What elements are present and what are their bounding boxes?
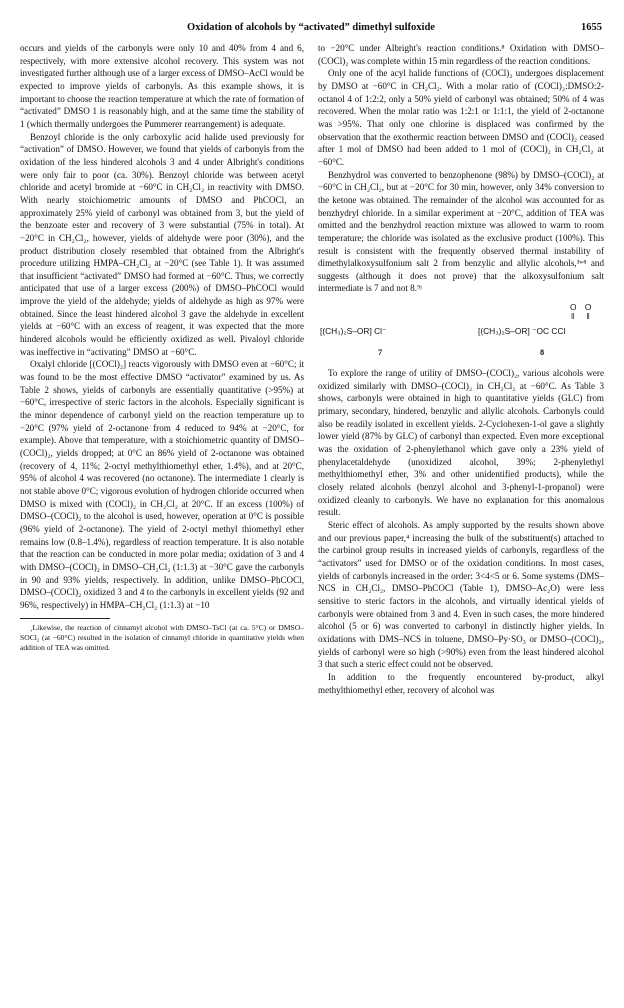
running-header: [20, 22, 602, 38]
paragraph: To explore the range of utility of DMSO–(COCl)₂, various alcohols were oxidized similarly with DMSO–(COCl)₂ in CH₂Cl₂ at −60°C. As Table 3 shows, carbonyls were obtained in high to quantitative yields (GLC) from primary, secondary, hindered, benzylic and allylic alcohols. Carbonyls could also be readily isolated in excellent yields. 2-Cyclohexen-1-ol gave a slightly lower yield (87% by GLC) of carbonyl than expected. Even more exceptional was the oxidation of 2-phenylethanol which gave only a 23% yield of phenylacetaldehyde (unoxidized alcohol, 39%; 2-phenylethyl methylthiomethyl ether, 3% and other unidentified products), while the closely related alcohols (benzyl alcohol and 3-phenyl-1-propanol) were oxidized cleanly to carbonyls. We have no explanation for this anomalous result.: [318, 368, 604, 518]
paragraph: Steric effect of alcohols. As amply supported by the results shown above and our previous paper,⁴ increasing the bulk of the substituent(s) attached to the carbinol group results in increased yields of carbonyls, regardless of the “activators” used for DMSO or of the oxidation conditions. In most cases, yields of carbonyls increased in the order: 3<4<5 or 6. Some systems (DMS–NCS in CH₂Cl₂, DMSO–PhCOCl (Table 1), DMSO–Ac₂O) were less sensitive to steric factors in the alcohols, and virtually identical yields of carbonyls were obtained from 3 and 4. Even in such cases, the more hindered alcohol (5 or 6) was converted to carbonyl in distinctly higher yields. In oxidations with DMS–NCS in toluene, DMSO–Py·SO₃ or DMSO–(COCl)₂, yields of carbonyl were so high (>90%) even from the least hindered alcohol 3 that such a steric effect could not be observed.: [318, 520, 604, 670]
right-column: [318, 42, 604, 696]
paragraph: to −20°C under Albright's reaction conditions.⁸ Oxidation with DMSO–(COCl)₂ was complete within 15 min regardless of the reaction conditions.: [318, 43, 604, 66]
footnote: ¸Likewise, the reaction of cinnamyl alcohol with DMSO–TsCl (at ca. 5°C) or DMSO–SOCl₂ (at −60°C) resulted in the isolation of cinnamyl chloride in quantitative yields when addition of TEA was omitted.: [20, 622, 304, 652]
paragraph: Only one of the acyl halide functions of (COCl)₂ undergoes displacement by DMSO at −60°C in CH₂Cl₂. With a molar ratio of (COCl)₂:DMSO:2-octanol 4 of 1:2:2, only a 50% yield of carbonyl was obtained; 50% of 4 was recovered. When the molar ratio was 1:2:1 or 1:1:1, the yield of 2-octanone was >95%. That only one chlorine is displaced was confirmed by the observation that the exothermic reaction between DMSO and (COCl)₂ ceased after 1 mol of DMSO had been added to 1 mol of (COCl)₂ in CH₂Cl₂ at −60°C.: [318, 68, 604, 167]
left-column: [20, 42, 304, 653]
page-number: 1655: [581, 22, 602, 33]
paragraph: In addition to the frequently encountered by-product, alkyl methylthiomethyl ether, recovery of alcohol was: [318, 671, 604, 695]
structure-8-formula: [(CH₃)₂S–OR] ⁻OC CCl: [478, 326, 566, 337]
structure-7-label: 7: [378, 348, 383, 358]
paragraph: occurs and yields of the carbonyls were only 10 and 40% from 4 and 6, respectively, with more extensive alcohol recovery. This system was not investigated further although use of a larger excess of DMSO–AcCl would be expected to improve yields of carbonyls. As this example shows, it is important to choose the reaction temperature at which the rate of formation of “activated” DMSO 1 is reasonably high, and at the same time the stability of 1 (which thermally undergoes the Pummerer rearrangement) is adequate.: [20, 43, 304, 129]
paragraph: Oxalyl chloride [(COCl)₂] reacts vigorously with DMSO even at −60°C; it was found to be the most effective DMSO “activator” examined by us. As Table 2 shows, yields of carbonyls are essentially quantitative (>95%) at −60°C, irrespective of steric factors in the alcohols. Especially significant is the minor dependence of carbonyl yield on the reaction temperature up to −20°C (97% yield of 2-octanone from 4 reduced to 94% at −20°C, for example). Above that temperature, with a stoichiometric quantity of DMSO–(COCl)₂, yields dropped; at 0°C an 86% yield of 2-octanone was obtained (recovery of 4, 11%; 2-octyl methylthiomethyl ether, 1.4%), and at 20°C, 95% of alcohol 4 was recovered (no octanone). The intermediate 1 clearly is not stable above 0°C; vigorous evolution of hydrogen chloride occurred when DMSO is mixed with (COCl)₂ in CH₂Cl₂ at 20°C. If an excess (100%) of DMSO–(COCl)₂ to the alcohol is used, however, operation at 0°C is possible (96% yield of 2-octanone). The yield of 2-octyl methyl thiomethyl ether remains low (0.8–1.4%), regardless of reaction temperature. It is also notable that the reaction can be conducted in more polar media; oxidation of 3 and 4 with DMSO–(COCl)₂ in DMSO–CH₂Cl₂ (1:1.3) at −30°C gave the carbonyls in 90 and 93% yields, respectively. In addition, unlike DMSO–PhCOCl, DMSO–(COCl)₂ oxidized 3 and 4 to the carbonyls in excellent yields (92 and 96%, respectively) in HMPA–CH₂Cl₂ (1:1.3) at −10: [20, 359, 304, 610]
structure-8-double-bonds: ‖ ‖: [571, 312, 595, 322]
paragraph: Benzoyl chloride is the only carboxylic acid halide used previously for “activation” of DMSO. However, we found that yields of carbonyls from the oxidation of the less hindered alcohols 3 and 4 under Albright's conditions were only fair to poor (ca. 30%). Benzoyl chloride was between acetyl chloride and acetyl bromide at −60°C in CH₂Cl₂ in reactivity with DMSO. With nearly stoichiometric amounts of DMSO and PhCOCl, an approximately 25% yield of carbonyl was obtained from 3, but the yield of the benzoate ester and recovery of 3 were substantial (75% in total). At −20°C in CH₂Cl₂, however, yields of aldehyde were poor (30%), and the product distribution closely resembled that obtained from the Albright's procedure utilizing HMPA–CH₂Cl₂ at −20°C (see Table 1). It was assumed that insufficient “activated” DMSO had formed at −60°C. Thus, we correctly anticipated that use of a larger excess (200%) of DMSO–PhCOCl would improve the yield of the aldehyde; yields of aldehyde as high as 97% were obtained. Since the least hindered alcohol 3 gave the aldehyde in excellent yields at −60°C with an excess of reagent, it was expected that the more hindered alcohols would be efficiently oxidized as well. Pivaloyl chloride was ineffective in “activating” DMSO at −60°C.: [20, 131, 304, 357]
structure-7-formula: [(CH₃)₂S–OR] Cl⁻: [320, 326, 387, 337]
footnote-rule: [20, 618, 110, 619]
chemical-structures: [318, 299, 604, 361]
structure-8-oxygens: O O: [570, 302, 595, 313]
running-title: Oxidation of alcohols by “activated” dimethyl sulfoxide: [187, 22, 435, 33]
structure-8-label: 8: [540, 348, 545, 358]
paragraph: Benzhydrol was converted to benzophenone (98%) by DMSO–(COCl)₂ at −60°C in CH₂Cl₂, but at −20°C for 30 min, however, only 34% conversion to the ketone was obtained. The remainder of the alcohol was accounted for as benzhydryl chloride. In a similar experiment at −20°C, addition of TEA was omitted and the benzhydrol reaction mixture was allowed to warm to room temperature; the chloride was isolated as the exclusive product (100%). This result is consistent with the frequently observed thermal instability of dimethylalkoxysulfonium salt 2 from benzylic and allylic alcohols,³ʷ⁸ and suggests (although it does not prove) that the alkoxysulfonium salt intermediate is 7 and not 8.⁹ʲ: [318, 169, 604, 294]
